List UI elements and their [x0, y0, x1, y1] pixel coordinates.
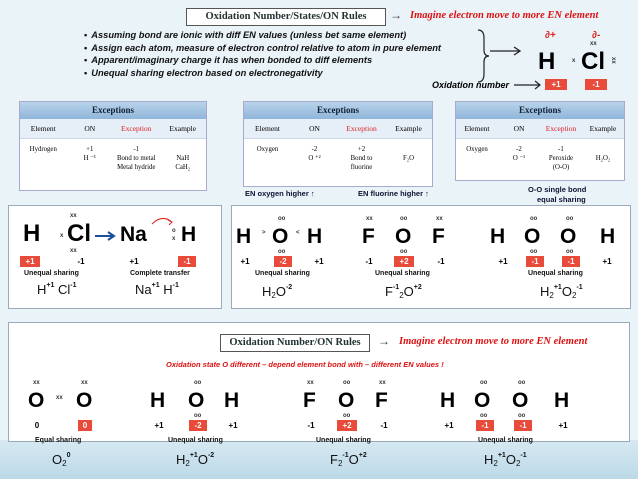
exceptions-oxygen-fluorine-table — [243, 101, 433, 187]
r2-h2o2-on-h2: +1 — [558, 421, 568, 430]
r2-h2o2-oo1-top: oo — [480, 380, 488, 386]
f-h: H — [176, 452, 186, 467]
header-note: Imagine electron move to more EN element — [410, 10, 599, 21]
f-o: O — [403, 284, 414, 299]
r2-h2o-on-o: -2 — [189, 420, 207, 431]
r2-h2o-h1: H — [150, 389, 166, 412]
f-sup-h: -1 — [172, 282, 179, 289]
equal-sharing-note: equal sharing — [537, 195, 586, 204]
f-h: H — [484, 452, 494, 467]
r2-h2o2-label: Unequal sharing — [478, 437, 533, 444]
f-sup2: +2 — [413, 284, 422, 291]
oo-single-note: O-O single bond — [528, 185, 587, 194]
hcl-on-h: +1 — [545, 79, 567, 90]
exceptions-hydrogen-table — [19, 101, 207, 191]
section2-title: Oxidation Number/ON Rules — [220, 334, 370, 352]
f-sup1: -1 — [392, 284, 400, 291]
col-element: Element — [255, 124, 280, 133]
hcl-h: H — [538, 48, 556, 75]
r1-h2o-o: O — [272, 225, 289, 248]
r2-h2o2-o1: O — [474, 389, 491, 412]
r2-h2o2-oo2-top: oo — [518, 380, 526, 386]
r2-f2o-on-f2: -1 — [380, 421, 388, 430]
f-sub: 2 — [62, 459, 67, 468]
cell-example: NaH CaH₂ — [175, 155, 191, 171]
f-sub-h: 2 — [493, 459, 498, 468]
r1-h2o-formula — [262, 284, 292, 300]
r1-transfer-arrow-icon — [95, 230, 119, 242]
delta-plus: ∂+ — [545, 30, 556, 41]
col-exception: Exception — [545, 124, 577, 133]
r2-o2-xx-mid: xx — [56, 395, 63, 401]
r1-h2o2-on-o1: -1 — [526, 256, 544, 267]
r1-f2o-formula — [385, 284, 422, 300]
f-sup-h: +1 — [46, 282, 55, 289]
r1-f2o-oo-top: oo — [400, 216, 408, 222]
hcl-cl: Cl — [581, 48, 605, 75]
r2-h2o-o: O — [188, 389, 205, 412]
r1-h2o2-on-o2: -1 — [562, 256, 580, 267]
r2-f2o-f2: F — [375, 389, 388, 412]
col-example: Example — [169, 124, 197, 133]
r1-h2o-label: Unequal sharing — [255, 270, 310, 277]
r1-nah-x: x — [172, 236, 176, 242]
r2-h2o2-h2: H — [554, 389, 570, 412]
r2-h2o-on-h2: +1 — [228, 421, 238, 430]
r2-o2-o2: O — [76, 389, 93, 412]
r2-o2-xx2: xx — [81, 380, 88, 386]
r1-h2o2-h1: H — [490, 225, 506, 248]
r2-f2o-label: Unequal sharing — [316, 437, 371, 444]
cell-element: Oxygen — [466, 146, 488, 153]
r1-h2o-h2: H — [307, 225, 323, 248]
f-h: H — [540, 284, 550, 299]
r1-h2o-on-h1: +1 — [240, 257, 250, 266]
r1-nah-label: Complete transfer — [130, 270, 190, 277]
table-row — [20, 139, 206, 172]
exceptions-title: Exceptions — [244, 102, 432, 119]
exceptions-title: Exceptions — [20, 102, 206, 119]
r2-o2-xx1: xx — [33, 380, 40, 386]
f-sup1: +1 — [553, 284, 562, 291]
oxidation-number-label: Oxidation number — [432, 80, 510, 90]
r1-h2o2-formula — [540, 284, 583, 300]
r1-f2o-on-o: +2 — [394, 256, 414, 267]
col-exception: Exception — [121, 124, 152, 133]
r1-f2o-f1: F — [362, 225, 375, 248]
r1-hcl-x: x — [60, 233, 64, 239]
r2-h2o-h2: H — [224, 389, 240, 412]
r2-f2o-on-f1: -1 — [307, 421, 315, 430]
brace-icon — [476, 28, 490, 84]
cell-on: -2 O ⁻¹ — [512, 146, 526, 162]
exceptions-title: Exceptions — [456, 102, 624, 119]
f-o: O — [505, 452, 516, 467]
f-sub-h: 2 — [549, 291, 554, 300]
exceptions-cols — [244, 119, 432, 139]
f-sub: 2 — [399, 291, 404, 300]
r1-h2o-h1: H — [236, 225, 252, 248]
f-sup: 0 — [66, 452, 71, 459]
hcl-xx-top: xx — [590, 41, 597, 47]
r1-nah-on-na: +1 — [129, 257, 139, 266]
f-sup-cl: -1 — [70, 282, 77, 289]
cell-on: +1 H ⁻¹ — [83, 146, 96, 162]
r2-f2o-oo-bot: oo — [343, 413, 351, 419]
r1-nah-formula — [135, 282, 179, 297]
col-example: Example — [589, 124, 617, 133]
col-element: Element — [30, 124, 56, 133]
r1-nah-h: H — [181, 223, 197, 246]
r2-h2o2-h1: H — [440, 389, 456, 412]
r2-h2o-formula — [176, 452, 214, 468]
f-sup1: +1 — [497, 452, 506, 459]
cell-example: H₂O₂ — [595, 155, 611, 162]
f-sub: 2 — [337, 459, 343, 468]
r1-hcl-cl: Cl — [67, 220, 91, 247]
r2-f2o-o: O — [338, 389, 355, 412]
col-on: ON — [309, 124, 320, 133]
hcl-on-cl: -1 — [585, 79, 607, 90]
hcl-x-left: x — [572, 58, 576, 64]
r2-o2-o1: O — [28, 389, 45, 412]
r1-f2o-oo-bot: oo — [400, 249, 408, 255]
exceptions-peroxide-table — [455, 101, 625, 181]
r2-h2o-on-h1: +1 — [154, 421, 164, 430]
r1-f2o-o: O — [395, 225, 412, 248]
r1-h2o-on-h2: +1 — [314, 257, 324, 266]
r2-o2-on2: 0 — [78, 420, 92, 431]
section2-subnote: Oxidation state O different – depend element bond with – different EN values ! — [166, 360, 444, 369]
f-f: F — [385, 284, 393, 299]
r2-f2o-xx2: xx — [379, 380, 386, 386]
f-o: O — [197, 452, 208, 467]
r1-hcl-on-h: +1 — [20, 256, 40, 267]
delta-minus: ∂- — [592, 30, 601, 41]
r1-h2o2-oo1-top: oo — [530, 216, 538, 222]
r2-h2o-label: Unequal sharing — [168, 437, 223, 444]
r2-f2o-on-o: +2 — [337, 420, 357, 431]
r1-h2o2-o1: O — [524, 225, 541, 248]
r1-h2o2-h2: H — [600, 225, 616, 248]
r1-f2o-f2: F — [432, 225, 445, 248]
r1-h2o2-on-h2: +1 — [602, 257, 612, 266]
f-sup2: -1 — [520, 452, 527, 459]
f-sub: 2 — [185, 459, 190, 468]
r1-f2o-on-f1: -1 — [365, 257, 373, 266]
table-row — [456, 139, 624, 172]
f-cl: Cl — [58, 282, 71, 297]
r1-h2o2-on-h1: +1 — [498, 257, 508, 266]
f-sup: -2 — [285, 284, 293, 291]
cell-exception: +2 Bond to fluorine — [350, 146, 373, 171]
r2-h2o2-oo1-bot: oo — [480, 413, 488, 419]
r2-f2o-formula — [330, 452, 367, 468]
f-sub: 2 — [271, 291, 276, 300]
bullet-3: • Apparent/imaginary charge it has when bonded to diff elements — [84, 54, 474, 67]
r2-h2o2-oo2-bot: oo — [518, 413, 526, 419]
f-h: H — [163, 282, 173, 297]
r1-h2o-dots-r: < — [296, 230, 300, 236]
section2-arrow: → — [378, 334, 390, 348]
cell-element: Hydrogen — [29, 146, 57, 153]
r1-f2o-label: Unequal sharing — [375, 270, 430, 277]
r1-h2o2-label: Unequal sharing — [528, 270, 583, 277]
hcl-xx-right: xx — [610, 57, 616, 64]
col-on: ON — [84, 124, 96, 133]
r1-hcl-label: Unequal sharing — [24, 270, 79, 277]
f-o: O — [275, 284, 286, 299]
r2-h2o-oo-bot: oo — [194, 413, 202, 419]
f-sup2: +2 — [358, 452, 367, 459]
section2-note: Imagine electron move to more EN element — [399, 336, 588, 347]
col-example: Example — [395, 124, 422, 133]
cell-exception: -1 Bond to metal Metal hydride — [116, 146, 156, 171]
f-sup-na: +1 — [151, 282, 160, 289]
bullet-2: • Assign each atom, measure of electron control relative to atom in pure element — [84, 42, 474, 55]
r1-h2o-dots-l: > — [262, 230, 266, 236]
bullet-1: • Assuming bond are ionic with diff EN values (unless bet same element) — [84, 29, 474, 42]
r1-nah-o: o — [172, 228, 176, 234]
header-title: Oxidation Number/States/ON Rules — [186, 8, 386, 26]
r1-h2o-oo-bot: oo — [278, 249, 286, 255]
exceptions-cols — [456, 119, 624, 139]
cell-exception: -1 Peroxide (O-O) — [548, 146, 574, 171]
r1-h2o-on-o: -2 — [274, 256, 292, 267]
r1-h2o2-oo1-bot: oo — [530, 249, 538, 255]
r2-h2o2-on-o1: -1 — [476, 420, 494, 431]
rule-bullets — [84, 29, 474, 79]
r1-hcl-on-cl: -1 — [77, 257, 85, 266]
r2-h2o2-on-o2: -1 — [514, 420, 532, 431]
f-na: Na — [135, 282, 152, 297]
f-h: H — [37, 282, 47, 297]
r2-h2o2-formula — [484, 452, 527, 468]
f-sub-o: 2 — [515, 459, 521, 468]
cell-example: F₂O — [402, 155, 415, 162]
col-on: ON — [513, 124, 525, 133]
f-sup1: +1 — [189, 452, 198, 459]
r1-hcl-formula — [37, 282, 77, 297]
f-o: O — [561, 284, 572, 299]
f-o: O — [348, 452, 359, 467]
bullet-4: • Unequal sharing electron based on electronegativity — [84, 67, 474, 80]
r1-hcl-xx-top: xx — [70, 213, 77, 219]
r2-f2o-oo-top: oo — [343, 380, 351, 386]
cell-on: -2 O ⁺² — [308, 146, 321, 162]
r1-h2o-oo-top: oo — [278, 216, 286, 222]
r2-o2-formula — [52, 452, 70, 468]
f-h: H — [262, 284, 272, 299]
r2-f2o-f1: F — [303, 389, 316, 412]
col-element: Element — [464, 124, 490, 133]
f-f: F — [330, 452, 338, 467]
brace-arrow-icon — [490, 44, 526, 58]
en-oxygen-note: EN oxygen higher ↑ — [245, 189, 315, 198]
header-arrow: → — [390, 8, 402, 22]
r1-h2o2-oo2-top: oo — [566, 216, 574, 222]
on-arrow-icon — [514, 80, 544, 90]
r1-nah-na: Na — [120, 223, 147, 246]
f-o: O — [52, 452, 63, 467]
r2-o2-label: Equal sharing — [35, 437, 82, 444]
r1-nah-on-h: -1 — [178, 256, 196, 267]
r2-o2-on1: 0 — [34, 421, 40, 430]
r2-f2o-xx1: xx — [307, 380, 314, 386]
r2-h2o-oo-top: oo — [194, 380, 202, 386]
r1-h2o2-o2: O — [560, 225, 577, 248]
f-sup2: -2 — [207, 452, 215, 459]
r1-hcl-h: H — [23, 220, 41, 247]
f-sup2: -1 — [576, 284, 583, 291]
r2-h2o2-o2: O — [512, 389, 529, 412]
f-sub-o: 2 — [571, 291, 577, 300]
table-row — [244, 139, 432, 172]
r1-electron-arc-icon — [150, 214, 176, 226]
slide-footer-band — [0, 440, 638, 479]
r1-hcl-xx-bottom: xx — [70, 248, 77, 254]
r1-f2o-on-f2: -1 — [437, 257, 445, 266]
r1-f2o-xx-f1: xx — [366, 216, 373, 222]
exceptions-cols — [20, 119, 206, 139]
r2-h2o2-on-h1: +1 — [444, 421, 454, 430]
f-sup1: -1 — [342, 452, 349, 459]
en-fluorine-note: EN fluorine higher ↑ — [358, 189, 429, 198]
cell-element: Oxygen — [256, 146, 279, 153]
r1-f2o-xx-f2: xx — [436, 216, 443, 222]
r1-h2o2-oo2-bot: oo — [566, 249, 574, 255]
col-exception: Exception — [346, 124, 377, 133]
